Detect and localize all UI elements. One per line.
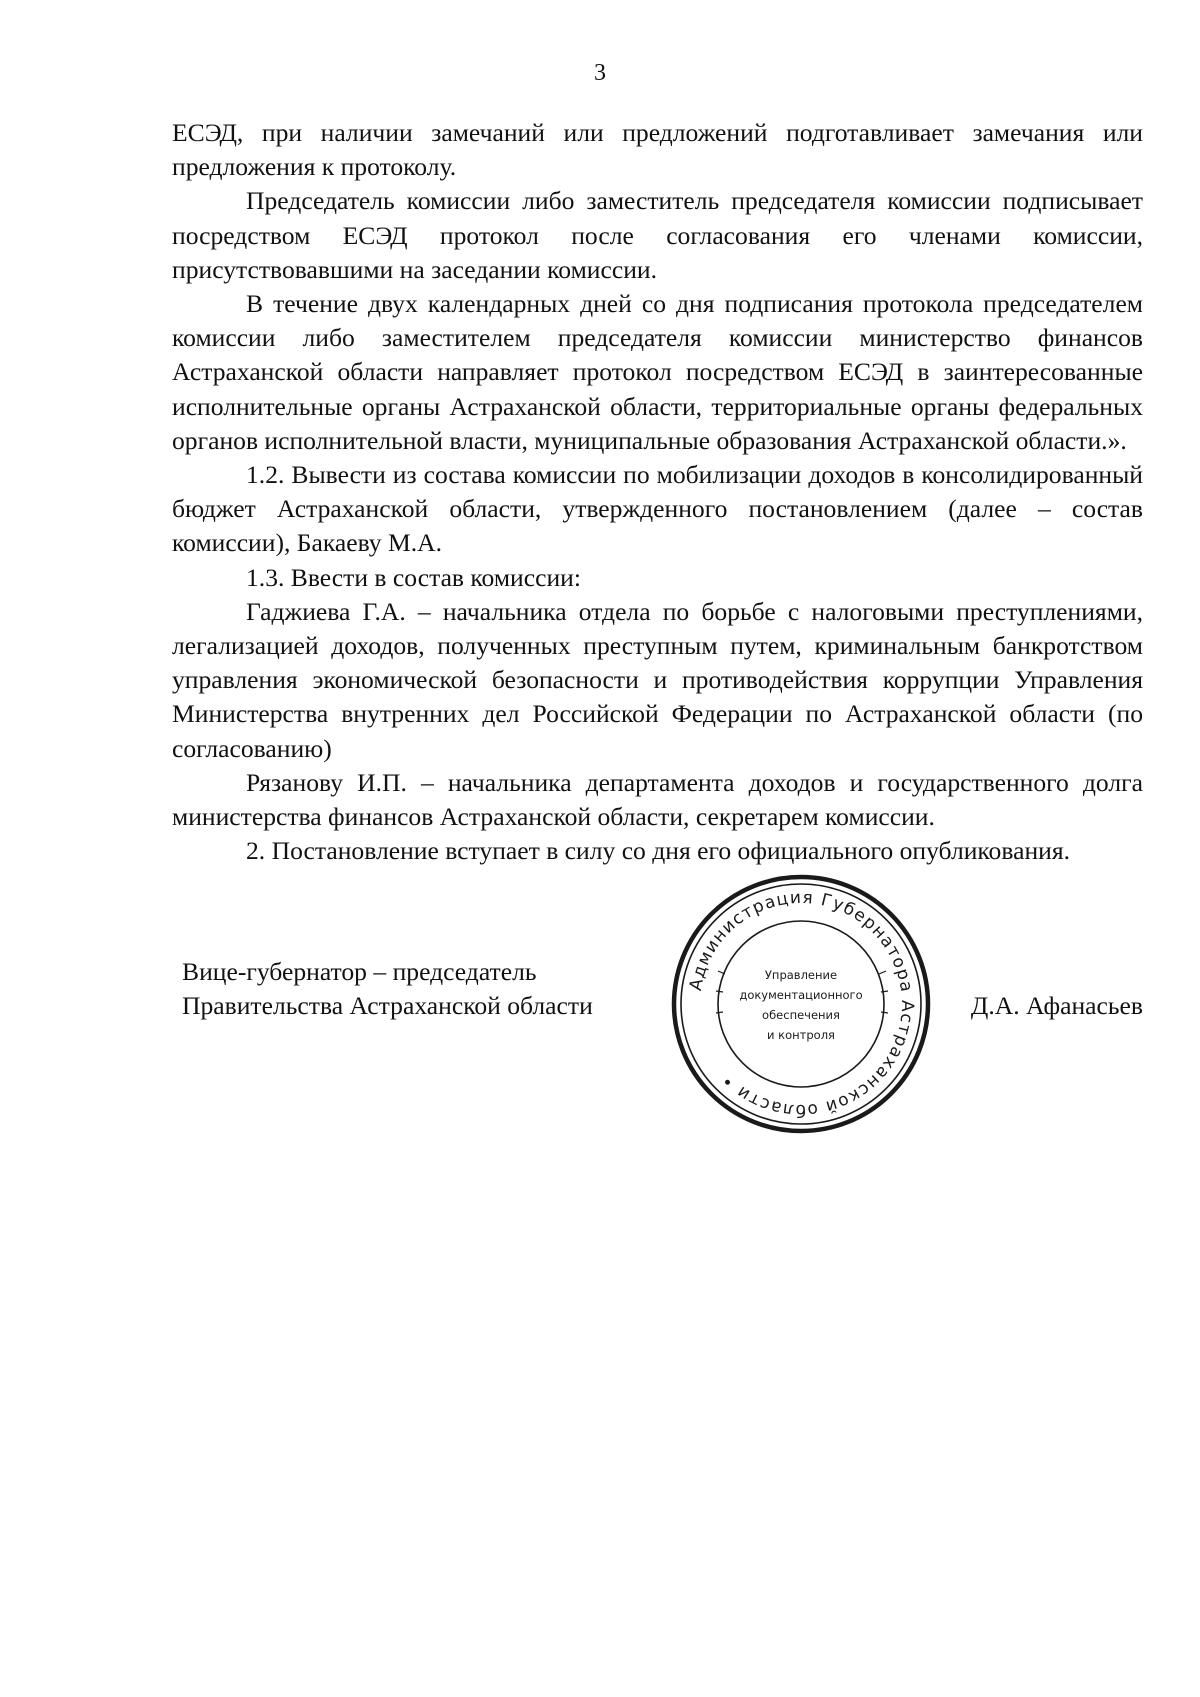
- paragraph-distribution: В течение двух календарных дней со дня подписания протокола председателем комиссии либо заместителем председателя комиссии министерство финансов Астраханской области направляет протокол посредством ЕСЭД в заинтересованные исполнительные органы Астраханской области, территориальные органы федеральных органов исполнительной власти, муниципальные образования Астраханской области.».: [172, 289, 1143, 455]
- paragraph-member-gadzhiev: Гаджиева Г.А. – начальника отдела по борьбе с налоговыми преступлениями, легализацией доходов, полученных преступным путем, криминальным банкротством управления экономической безопасности и противодействия коррупции Управления Министерства внутренних дел Российской Федерации по Астраханской области (по согласованию): [172, 596, 1143, 763]
- page-number: 3: [594, 60, 606, 86]
- paragraph-signing: Председатель комиссии либо заместитель председателя комиссии подписывает посредством ЕСЭД протокол после согласования его членами комиссии, присутствовавшими на заседании комиссии.: [172, 186, 1143, 284]
- official-stamp: [670, 873, 932, 1135]
- paragraph-item-1-3: 1.3. Ввести в состав комиссии:: [246, 562, 581, 592]
- svg-text:Управление: Управление: [764, 968, 838, 982]
- paragraph-item-1-2: 1.2. Вывести из состава комиссии по мобилизации доходов в консолидированный бюджет Астраханской области, утвержденного постановлением (далее – состав комиссии), Бакаеву М.А.: [172, 460, 1143, 558]
- paragraph-item-2: 2. Постановление вступает в силу со дня его официального опубликования.: [246, 836, 1071, 866]
- document-body: [172, 116, 1143, 868]
- svg-text:обеспечения: обеспечения: [762, 1008, 840, 1022]
- paragraph-continued: ЕСЭД, при наличии замечаний или предложений подготавливает замечания или предложения к протоколу.: [172, 118, 1143, 182]
- svg-text:и контроля: и контроля: [767, 1028, 835, 1042]
- svg-text:Администрация Губернатора Астр: Администрация Губернатора Астраханской области •: [685, 887, 918, 1121]
- signature-position-line2: Правительства Астраханской области: [182, 991, 593, 1021]
- signature-position-line1: Вице-губернатор – председатель: [182, 957, 537, 986]
- svg-text:документационного: документационного: [739, 988, 863, 1002]
- signatory-name: Д.А. Афанасьев: [970, 991, 1143, 1020]
- paragraph-member-ryazanova: Рязанову И.П. – начальника департамента доходов и государственного долга министерства финансов Астраханской области, секретарем комиссии.: [172, 767, 1143, 832]
- signature-position: [182, 955, 593, 1023]
- stamp-seal-image: [670, 873, 932, 1135]
